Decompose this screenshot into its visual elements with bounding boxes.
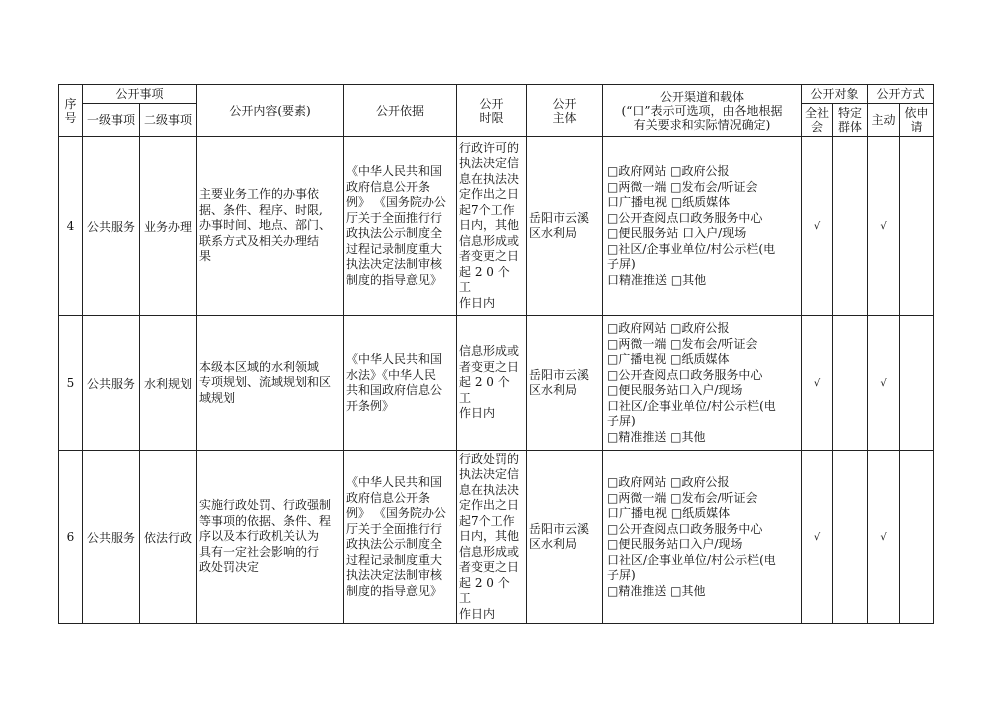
row-number: 6: [59, 451, 83, 624]
header-matter: 公开事项: [83, 85, 197, 104]
header-channel: 公开渠道和载体 (“口”表示可选项，由各地根据 有关要求和实际情况确定): [603, 85, 802, 137]
method-active-check: √: [868, 316, 900, 451]
target-group-check: [833, 451, 868, 624]
level1-cell: 公共服务: [83, 137, 140, 316]
method-active-check: √: [868, 137, 900, 316]
header-method-request: 依申 请: [900, 104, 934, 137]
time-cell: 行政处罚的 执法决定信 息在执法决 定作出之日 起7个工作 日内，其他 信息形成或 者变更之日 起 2 0 个 工 作日内: [457, 451, 527, 624]
subject-cell: 岳阳市云溪 区水利局: [527, 451, 603, 624]
target-all-check: √: [802, 316, 833, 451]
header-method-active: 主动: [868, 104, 900, 137]
header-level2: 二级事项: [140, 104, 197, 137]
row-number: 4: [59, 137, 83, 316]
method-request-check: [900, 137, 934, 316]
subject-cell: 岳阳市云溪 区水利局: [527, 316, 603, 451]
basis-cell: 《中华人民共和国 政府信息公开条 例》 《国务院办公 厅关于全面推行行 政执法公示制度全 过程记录制度重大 执法决定法制审核 制度的指导意见》: [344, 451, 457, 624]
level2-cell: 业务办理: [140, 137, 197, 316]
table-row: [59, 316, 934, 451]
content-cell: 实施行政处罚、行政强制 等事项的依据、条件、程 序以及本行政机关认为 具有一定社会影响的行 政处罚决定: [197, 451, 344, 624]
basis-cell: 《中华人民共和国 水法》《中华人民 共和国政府信息公 开条例》: [344, 316, 457, 451]
table-row: [59, 451, 934, 624]
disclosure-table: [58, 84, 934, 624]
header-seq: 序 号: [59, 85, 83, 137]
method-active-check: √: [868, 451, 900, 624]
time-cell: 信息形成或 者变更之日 起 2 0 个 工 作日内: [457, 316, 527, 451]
target-all-check: √: [802, 451, 833, 624]
channel-cell: □政府网站 □政府公报 □两微一端 □发布会/听证会 口广播电视 □纸质媒体 □公开查阅点口政务服务中心 □便民服务站 口入户/现场 □社区/企事业单位/村公示栏(电 子屏) 口精准推送 □其他: [603, 137, 802, 316]
time-cell: 行政许可的 执法决定信 息在执法决 定作出之日 起7个工作 日内，其他 信息形成或 者变更之日 起 2 0 个 工 作日内: [457, 137, 527, 316]
subject-cell: 岳阳市云溪 区水利局: [527, 137, 603, 316]
header-level1: 一级事项: [83, 104, 140, 137]
header-time: 公开 时限: [457, 85, 527, 137]
target-group-check: [833, 316, 868, 451]
basis-cell: 《中华人民共和国 政府信息公开条 例》 《国务院办公 厅关于全面推行行 政执法公示制度全 过程记录制度重大 执法决定法制审核 制度的指导意见》: [344, 137, 457, 316]
header-target-group: 特定 群体: [833, 104, 868, 137]
header-target: 公开对象: [802, 85, 868, 104]
content-cell: 本级本区域的水利领域 专项规划、流域规划和区 域规划: [197, 316, 344, 451]
row-number: 5: [59, 316, 83, 451]
level2-cell: 水利规划: [140, 316, 197, 451]
method-request-check: [900, 316, 934, 451]
header-basis: 公开依据: [344, 85, 457, 137]
header-content: 公开内容(要素): [197, 85, 344, 137]
header-target-all: 全社 会: [802, 104, 833, 137]
table-row: [59, 137, 934, 316]
content-cell: 主要业务工作的办事依 据、条件、程序、时限, 办事时间、地点、部门、 联系方式及相关办理结 果: [197, 137, 344, 316]
level1-cell: 公共服务: [83, 316, 140, 451]
target-group-check: [833, 137, 868, 316]
level1-cell: 公共服务: [83, 451, 140, 624]
header-subject: 公开 主体: [527, 85, 603, 137]
level2-cell: 依法行政: [140, 451, 197, 624]
target-all-check: √: [802, 137, 833, 316]
method-request-check: [900, 451, 934, 624]
header-method: 公开方式: [868, 85, 934, 104]
channel-cell: □政府网站 □政府公报 □两微一端 □发布会/听证会 口广播电视 □纸质媒体 □公开查阅点口政务服务中心 □便民服务站口入户/现场 口社区/企事业单位/村公示栏(电 子屏) □精准推送 □其他: [603, 451, 802, 624]
channel-cell: □政府网站 □政府公报 □两微一端 □发布会/听证会 □广播电视 □纸质媒体 □公开查阅点口政务服务中心 □便民服务站口入户/现场 口社区/企事业单位/村公示栏(电 子屏) □精准推送 □其他: [603, 316, 802, 451]
